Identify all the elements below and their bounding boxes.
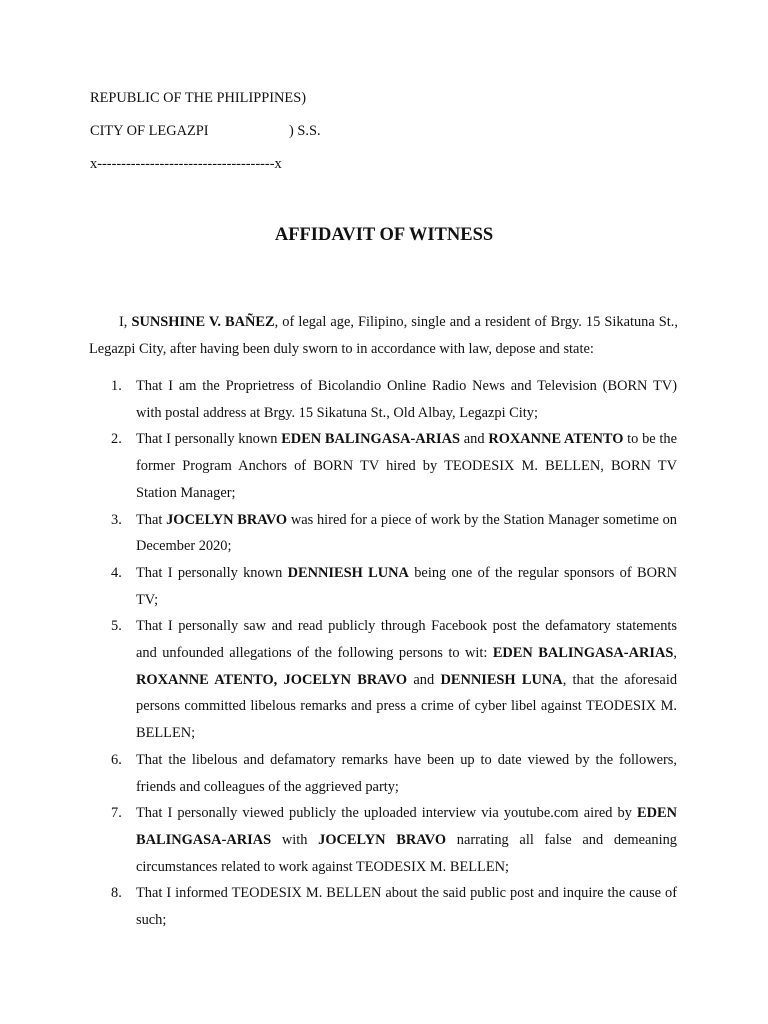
statement-item-8: 8. That I informed TEODESIX M. BELLEN about the said public post and inquire the cause of such; bbox=[136, 880, 677, 933]
statement-item-1: 1. That I am the Proprietress of Bicolandio Online Radio News and Television (BORN TV) with postal address at Brgy. 15 Sikatuna St., Old Albay, Legazpi City; bbox=[136, 373, 677, 426]
jurisdiction-line-city bbox=[90, 122, 321, 140]
statement-number: 4. bbox=[111, 564, 122, 581]
document-title: AFFIDAVIT OF WITNESS bbox=[274, 225, 494, 245]
person-name: JOCELYN BRAVO bbox=[166, 511, 288, 528]
person-name: EDEN BALINGASA-ARIAS bbox=[136, 805, 677, 848]
affiant-name: SUNSHINE V. BAÑEZ bbox=[131, 314, 275, 330]
person-name: EDEN BALINGASA-ARIAS bbox=[281, 431, 461, 448]
statement-item-6: 6. That the libelous and defamatory remarks have been up to date viewed by the followers, friends and colleagues of the aggrieved party; bbox=[136, 747, 677, 800]
intro-paragraph bbox=[89, 309, 678, 363]
person-name: JOCELYN BRAVO bbox=[318, 831, 447, 848]
statement-item-5: 5. That I personally saw and read publicly through Facebook post the defamatory statements and unfounded allegations of the following persons to wit: EDEN BALINGASA-ARIAS, ROXANNE ATENTO, JOCELYN BRAVO and DENNIESH LUNA, that the aforesaid persons committed libelous remarks and press a crime of cyber libel against TEODESIX M. BELLEN; bbox=[136, 613, 677, 747]
statement-item-7: 7. That I personally viewed publicly the uploaded interview via youtube.com aired by EDEN BALINGASA-ARIAS with JOCELYN BRAVO narrating all false and demeaning circumstances related to work against TEODESIX M. BELLEN; bbox=[136, 800, 677, 880]
city-label: CITY OF LEGAZPI bbox=[90, 123, 209, 139]
jurisdiction-line-republic: REPUBLIC OF THE PHILIPPINES) bbox=[90, 90, 307, 106]
person-name: DENNIESH LUNA bbox=[440, 671, 563, 688]
ss-label: ) S.S. bbox=[289, 123, 321, 139]
person-name: ROXANNE ATENTO, JOCELYN BRAVO bbox=[136, 671, 408, 688]
statement-number: 8. bbox=[111, 885, 122, 902]
statement-number: 2. bbox=[111, 431, 122, 448]
separator-line: x-------------------------------------x bbox=[90, 156, 282, 172]
statement-number: 7. bbox=[111, 805, 122, 822]
statement-list bbox=[0, 373, 768, 934]
intro-text: , of legal age, Filipino, single and a resident of Brgy. 15 Sikatuna St., Legazpi City, after having been duly sworn to in accordance with law, depose and state: bbox=[89, 314, 679, 357]
person-name: ROXANNE ATENTO bbox=[488, 431, 624, 448]
statement-item-2: 2. That I personally known EDEN BALINGASA-ARIAS and ROXANNE ATENTO to be the former Program Anchors of BORN TV hired by TEODESIX M. BELLEN, BORN TV Station Manager; bbox=[136, 426, 677, 506]
statement-number: 1. bbox=[111, 378, 122, 394]
statement-item-4: 4. That I personally known DENNIESH LUNA being one of the regular sponsors of BORN TV; bbox=[136, 560, 677, 613]
statement-number: 3. bbox=[111, 511, 122, 528]
statement-item-3: 3. That JOCELYN BRAVO was hired for a piece of work by the Station Manager sometime on December 2020; bbox=[136, 507, 677, 560]
person-name: EDEN BALINGASA-ARIAS bbox=[492, 645, 674, 662]
statement-number: 5. bbox=[111, 618, 122, 635]
intro-prefix: I, bbox=[119, 314, 132, 330]
statement-number: 6. bbox=[111, 751, 122, 768]
person-name: DENNIESH LUNA bbox=[287, 564, 409, 581]
